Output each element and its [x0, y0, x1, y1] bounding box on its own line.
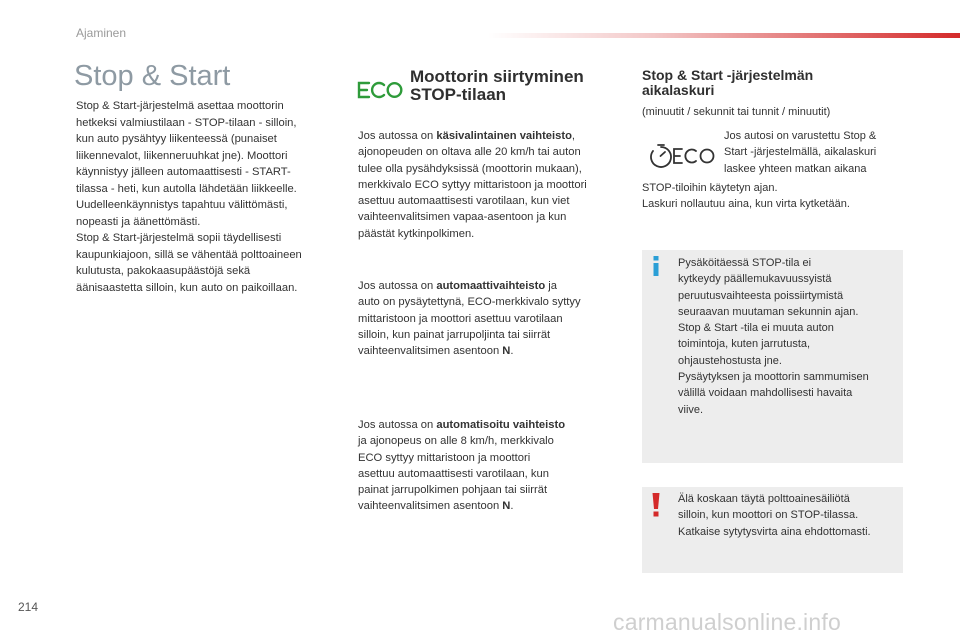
- paragraph-line: vaihteenvalitsimen vapaa-asentoon ja kun: [358, 211, 567, 224]
- info-line: Stop & Start -tila ei muuta auton: [678, 322, 834, 335]
- intro-paragraph: [76, 98, 334, 296]
- emphasis: käsivalintainen vaihteisto: [436, 130, 572, 142]
- info-line: Pysäköitäessä STOP-tila ei: [678, 257, 812, 269]
- text-span: vaihteenvalitsimen asentoon: [358, 500, 503, 513]
- title-line: Stop & Start -järjestelmän: [642, 67, 814, 83]
- text-span: ,: [571, 130, 576, 142]
- intro-line: nopeasti ja äänettömästi.: [76, 215, 201, 228]
- intro-line: kun auto pysähtyy liikenteessä (punaiset: [76, 133, 277, 145]
- timer-paragraph: [642, 180, 904, 213]
- intro-line: Stop & Start-järjestelmä sopii täydellisesti: [76, 232, 282, 244]
- info-line: toimintoja, kuten jarrutusta,: [678, 338, 811, 351]
- intro-line: kaupunkiajoon, sillä se vähentää polttoaineen: [76, 248, 302, 261]
- paragraph-line: päästät kytkinpolkimen.: [358, 227, 475, 240]
- intro-line: käynnistyy jälleen automaattisesti - START-: [76, 166, 291, 178]
- manual-gearbox-paragraph: [358, 128, 620, 242]
- paragraph-line: asettuu automaattisesti varotilaan, kun: [358, 467, 549, 480]
- timer-icon-note: [724, 128, 902, 177]
- paragraph-line: silloin, kun painat jarrupoljinta tai siirrät: [358, 328, 551, 341]
- header-rule: [488, 33, 960, 38]
- paragraph-line: mittaristoon ja moottori asettuu varotilaan: [358, 312, 563, 325]
- paragraph-line: laskee yhteen matkan aikana: [724, 162, 867, 175]
- paragraph-line: Laskuri nollautuu aina, kun virta kytketään.: [642, 198, 850, 211]
- intro-line: Stop & Start-järjestelmä asettaa moottorin: [76, 100, 284, 112]
- page-number: 214: [18, 600, 39, 614]
- automatic-gearbox-paragraph: [358, 278, 620, 359]
- intro-line: kulutusta, pakokaasupäästöjä sekä: [76, 265, 251, 277]
- paragraph-line: merkkivalo ECO syttyy mittaristoon ja moottori: [358, 178, 587, 191]
- watermark: carmanualsonline.info: [613, 609, 841, 635]
- paragraph-line: ECO syttyy mittaristoon ja moottori: [358, 451, 531, 464]
- eco-icon: [356, 80, 404, 100]
- text-span: vaihteenvalitsimen asentoon: [358, 345, 503, 358]
- automated-gearbox-paragraph: [358, 417, 620, 515]
- paragraph-line: Start -järjestelmällä, aikalaskuri: [724, 146, 877, 159]
- intro-line: äänisaastetta silloin, kun auto on paikoillaan.: [76, 281, 298, 294]
- warning-text: [678, 491, 900, 540]
- warning-icon: [649, 493, 663, 517]
- info-line: kytkeydy päällemukavuussyistä: [678, 273, 832, 286]
- info-icon: [650, 256, 662, 276]
- info-line: seuraavan muutaman sekunnin ajan.: [678, 305, 859, 318]
- info-line: ohjaustehostusta jne.: [678, 354, 782, 367]
- paragraph-line: ajonopeuden on oltava alle 20 km/h tai auton: [358, 146, 581, 159]
- text-span: Jos autossa on: [358, 419, 437, 431]
- paragraph-line: asettuu automaattisesti varotilaan, kun viet: [358, 195, 570, 208]
- timer-subtitle: (minuutit / sekunnit tai tunnit / minuutit): [642, 106, 831, 118]
- paragraph-line: tulee olla pysähdyksissä (moottorin mukaan),: [358, 162, 582, 175]
- emphasis: N: [502, 500, 511, 513]
- info-line: välillä voidaan mahdollisesti havaita: [678, 387, 853, 400]
- info-text: [678, 255, 898, 418]
- text-span: Jos autossa on: [358, 130, 437, 142]
- title-line: Moottorin siirtyminen: [410, 67, 584, 86]
- info-line: viive.: [678, 403, 704, 416]
- paragraph-line: STOP-tiloihin käytetyn ajan.: [642, 182, 778, 194]
- warning-line: Katkaise sytytysvirta aina ehdottomasti.: [678, 525, 871, 538]
- section-header: Ajaminen: [76, 26, 127, 40]
- warning-line: silloin, kun moottori on STOP-tilassa.: [678, 509, 859, 522]
- paragraph-line: painat jarrupolkimen pohjaan tai siirrät: [358, 484, 548, 497]
- intro-line: liikennevalot, liikenneruuhkat jne). Moottori: [76, 149, 288, 162]
- info-line: peruutusvaihteesta poissiirtymistä: [678, 289, 844, 302]
- intro-line: hetkeksi valmiustilaan - STOP-tilaan - silloin,: [76, 116, 297, 129]
- text-span: .: [510, 345, 514, 358]
- paragraph-line: auto on pysäytettynä, ECO-merkkivalo syttyy: [358, 296, 581, 309]
- paragraph-line: ja ajonopeus on alle 8 km/h, merkkivalo: [358, 435, 554, 448]
- warning-line: Älä koskaan täytä polttoainesäiliötä: [678, 493, 850, 505]
- intro-line: Uudelleenkäynnistys tapahtuu välittömästi,: [76, 199, 288, 211]
- emphasis: N: [502, 345, 511, 358]
- text-span: ja: [545, 280, 557, 292]
- text-span: Jos autossa on: [358, 280, 437, 292]
- title-line: STOP-tilaan: [410, 85, 507, 104]
- emphasis: automaattivaihteisto: [436, 280, 546, 292]
- info-line: Pysäytyksen ja moottorin sammumisen: [678, 371, 869, 384]
- section-title-timer: [642, 68, 813, 98]
- section-title-stop-mode: [410, 68, 584, 104]
- timer-eco-icon: [648, 143, 718, 169]
- paragraph-line: Jos autosi on varustettu Stop &: [724, 130, 877, 142]
- emphasis: automatisoitu vaihteisto: [436, 419, 566, 431]
- intro-line: tilassa - heti, kun autolla lähdetään liikkeelle.: [76, 182, 297, 195]
- text-span: .: [510, 500, 514, 513]
- title-line: aikalaskuri: [642, 82, 715, 98]
- page-title: Stop & Start: [74, 60, 231, 92]
